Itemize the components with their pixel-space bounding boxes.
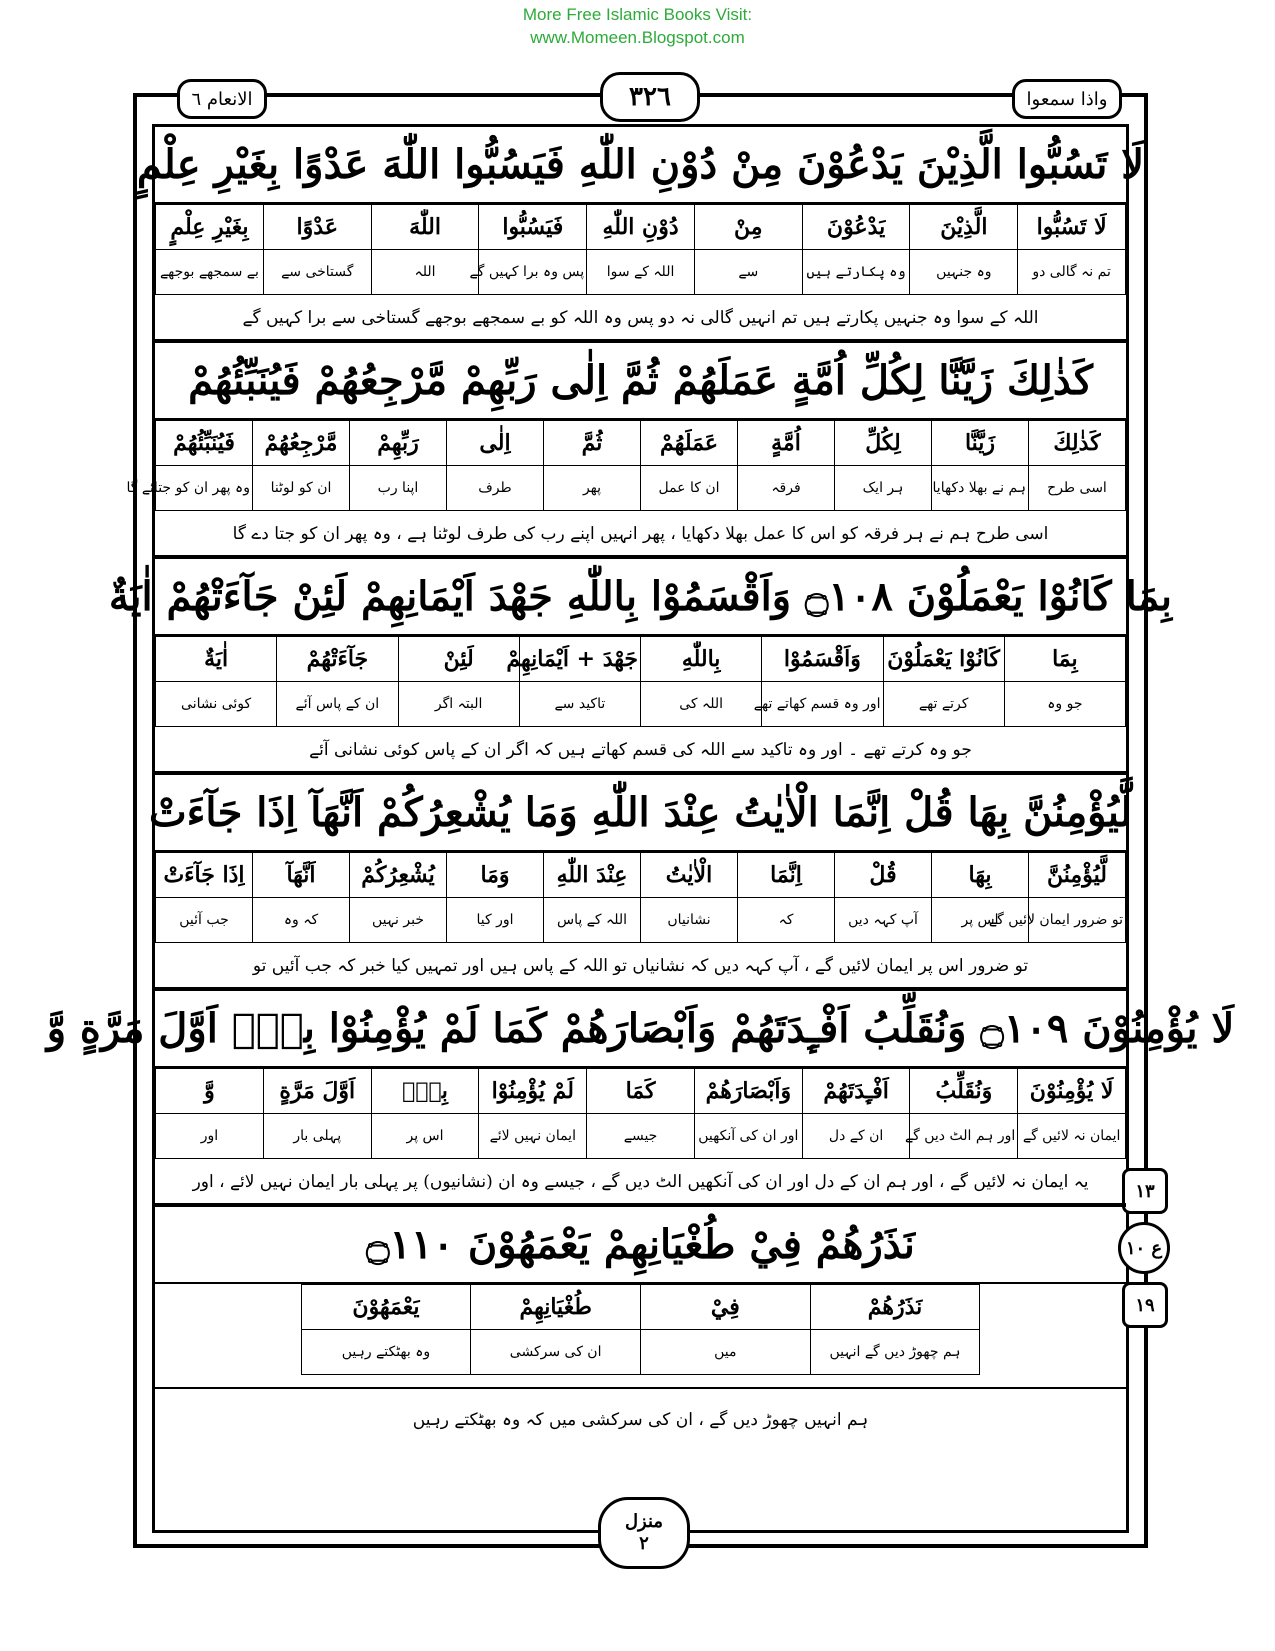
arabic-word: جَهْدَ + اَيْمَانِهِمْ <box>519 637 640 682</box>
verse-section-final <box>155 1207 1126 1449</box>
word-meaning: پھر <box>544 466 641 511</box>
word-meaning: خبر نہیں <box>350 898 447 943</box>
word-meaning: اللہ کے سوا <box>587 250 695 295</box>
urdu-translation: یہ ایمان نہ لائیں گے ، اور ہم ان کے دل اور ان کی آنکھیں الٹ دیں گے ، جیسے وہ ان (نشانیوں) پر پہلی بار ایمان نہیں لائے ، اور <box>155 1159 1126 1205</box>
urdu-translation: اسی طرح ہم نے ہر فرقہ کو اس کا عمل بھلا دکھایا ، پھر انہیں اپنے رب کی طرف لوٹنا ہے ، وہ پھر ان کو جتا دے گا <box>155 511 1126 557</box>
word-meaning: اللہ کے پاس <box>544 898 641 943</box>
word-table <box>155 1068 1126 1159</box>
word-meaning: اور ان کی آنکھیں <box>694 1114 802 1159</box>
arabic-word: بِغَيْرِ عِلْمٍ <box>156 205 264 250</box>
arabic-word: عَدْوًا <box>263 205 371 250</box>
word-meaning: اور کیا <box>447 898 544 943</box>
arabic-word: اٰيَةٌ <box>156 637 277 682</box>
verse-section <box>108 559 1173 775</box>
word-meaning: بے سمجھے بوجھے <box>156 250 264 295</box>
arabic-word: فَيُنَبِّئُهُمْ <box>156 421 253 466</box>
arabic-word: وَاَقْسَمُوْا <box>762 637 883 682</box>
arabic-word: عَمَلَهُمْ <box>641 421 738 466</box>
manzil-label: منزل <box>624 1511 664 1532</box>
arabic-word: الَّذِيْنَ <box>910 205 1018 250</box>
arabic-word: لَا تَسُبُّوا <box>1018 205 1126 250</box>
arabic-word: اِذَا جَآءَتْ <box>156 853 253 898</box>
arabic-word: لَئِنْ <box>398 637 519 682</box>
word-meaning: اللہ <box>371 250 479 295</box>
arabic-word: قُلْ <box>835 853 932 898</box>
arabic-word: وَنُقَلِّبُ <box>910 1069 1018 1114</box>
word-meaning: اپنا رب <box>350 466 447 511</box>
urdu-translation: اللہ کے سوا وہ جنہیں پکارتے ہیں تم انہیں گالی نہ دو پس وہ اللہ کو بے سمجھے بوجھے گستاخی سے برا کہیں گے <box>155 295 1126 341</box>
arabic-word: يَعْمَهُوْنَ <box>301 1285 471 1330</box>
word-meaning: ان کے پاس آئے <box>277 682 398 727</box>
promo-link[interactable]: www.Momeen.Blogspot.com <box>530 28 745 47</box>
word-meaning: وہ جنہیں <box>910 250 1018 295</box>
word-meaning: اس پر <box>932 898 1029 943</box>
arabic-word: نَذَرُهُمْ <box>810 1285 980 1330</box>
word-meaning: اور <box>156 1114 264 1159</box>
word-table <box>155 204 1126 295</box>
arabic-word: كَانُوْا يَعْمَلُوْنَ <box>883 637 1004 682</box>
verse-section <box>148 775 1133 991</box>
manzil-badge <box>598 1497 690 1569</box>
arabic-word: اِنَّمَا <box>738 853 835 898</box>
word-meaning: جب آئیں <box>156 898 253 943</box>
word-meaning: ان کی سرکشی <box>471 1330 641 1375</box>
promo-line-1: More Free Islamic Books Visit: <box>522 5 753 24</box>
word-meaning: سے <box>694 250 802 295</box>
arabic-word: يُشْعِرُكُمْ <box>350 853 447 898</box>
word-meaning: جو وہ <box>1004 682 1125 727</box>
arabic-word: لَمْ يُؤْمِنُوْا <box>479 1069 587 1114</box>
word-meaning: وہ بھٹکتے رہیں <box>301 1330 471 1375</box>
arabic-word: لِكُلِّ <box>835 421 932 466</box>
word-table <box>126 420 1126 511</box>
word-meaning: کہ وہ <box>253 898 350 943</box>
arabic-word: عِنْدَ اللّٰهِ <box>544 853 641 898</box>
word-meaning: ان کو لوٹنا <box>253 466 350 511</box>
arabic-word: لَّيُؤْمِنُنَّ <box>1029 853 1126 898</box>
arabic-word: اَفْـِٕدَتَهُمْ <box>802 1069 910 1114</box>
arabic-verse: لَا يُؤْمِنُوْنَ ۝١٠٩ وَنُقَلِّبُ اَفْـِٕدَتَهُمْ وَاَبْصَارَهُمْ كَمَا لَمْ يُؤْمِنُوْا بِهٖٓ اَوَّلَ مَرَّةٍ وَّ <box>155 991 1126 1068</box>
word-meaning: وہ پھر ان کو جتائے گا <box>156 466 253 511</box>
verse-section <box>126 343 1126 559</box>
arabic-word: كَذٰلِكَ <box>1029 421 1126 466</box>
arabic-word: وَّ <box>156 1069 264 1114</box>
arabic-verse: لَّيُؤْمِنُنَّ بِهَا قُلْ اِنَّمَا الْاٰيٰتُ عِنْدَ اللّٰهِ وَمَا يُشْعِرُكُمْ اَنَّهَآ اِذَا جَآءَتْ <box>155 775 1126 852</box>
arabic-word: بِمَا <box>1004 637 1125 682</box>
word-meaning: اور وہ قسم کھاتے تھے <box>762 682 883 727</box>
arabic-word: زَيَّنَّا <box>932 421 1029 466</box>
word-meaning: طرف <box>447 466 544 511</box>
word-meaning: پہلی بار <box>263 1114 371 1159</box>
page-number: ٣٢٦ <box>600 72 700 122</box>
arabic-verse: كَذٰلِكَ زَيَّنَّا لِكُلِّ اُمَّةٍ عَمَلَهُمْ ثُمَّ اِلٰى رَبِّهِمْ مَّرْجِعُهُمْ فَيُنَبِّئُهُمْ <box>155 343 1126 420</box>
word-meaning: ایمان نہ لائیں گے <box>1018 1114 1126 1159</box>
word-meaning: کرتے تھے <box>883 682 1004 727</box>
urdu-translation: تو ضرور اس پر ایمان لائیں گے ، آپ کہہ دیں کہ نشانیاں تو اللہ کے پاس ہیں اور تمہیں کیا خبر کہ جب آئیں تو <box>155 943 1126 989</box>
word-meaning: ہم نے بھلا دکھایا <box>932 466 1029 511</box>
arabic-word: وَمَا <box>447 853 544 898</box>
surah-label: الانعام ٦ <box>177 79 267 119</box>
arabic-word: دُوْنِ اللّٰهِ <box>587 205 695 250</box>
arabic-word: جَآءَتْهُمْ <box>277 637 398 682</box>
word-meaning: اسی طرح <box>1029 466 1126 511</box>
arabic-word: اُمَّةٍ <box>738 421 835 466</box>
arabic-word: بِهَا <box>932 853 1029 898</box>
arabic-word: اَنَّهَآ <box>253 853 350 898</box>
word-meaning: آپ کہہ دیں <box>835 898 932 943</box>
word-meaning: وہ پکارتے ہیں <box>802 250 910 295</box>
word-meaning: ہر ایک <box>835 466 932 511</box>
word-meaning: تو ضرور ایمان لائیں گے <box>1029 898 1126 943</box>
word-meaning: کوئی نشانی <box>156 682 277 727</box>
arabic-word: ثُمَّ <box>544 421 641 466</box>
arabic-word: طُغْيَانِهِمْ <box>471 1285 641 1330</box>
arabic-word: اللّٰهَ <box>371 205 479 250</box>
verse-count-badge: ١٩ <box>1122 1282 1168 1328</box>
word-table <box>155 852 1126 943</box>
word-meaning: گستاخی سے <box>263 250 371 295</box>
arabic-word: لَا يُؤْمِنُوْنَ <box>1018 1069 1126 1114</box>
arabic-word: بِاللّٰهِ <box>641 637 762 682</box>
arabic-word: يَدْعُوْنَ <box>802 205 910 250</box>
arabic-word: وَاَبْصَارَهُمْ <box>694 1069 802 1114</box>
word-meaning: البتہ اگر <box>398 682 519 727</box>
arabic-word: اَوَّلَ مَرَّةٍ <box>263 1069 371 1114</box>
arabic-word: اِلٰى <box>447 421 544 466</box>
word-meaning: ایمان نہیں لائے <box>479 1114 587 1159</box>
arabic-verse: بِمَا كَانُوْا يَعْمَلُوْنَ ۝١٠٨ وَاَقْسَمُوْا بِاللّٰهِ جَهْدَ اَيْمَانِهِمْ لَئِنْ جَآءَتْهُمْ اٰيَةٌ <box>155 559 1126 636</box>
word-meaning: اور ہم الٹ دیں گے <box>910 1114 1018 1159</box>
arabic-verse: نَذَرُهُمْ فِيْ طُغْيَانِهِمْ يَعْمَهُوْنَ ۝١١٠ <box>155 1207 1126 1284</box>
ain-badge: ع ١٠ <box>1118 1222 1170 1274</box>
ruku-number-badge: ١٣ <box>1122 1168 1168 1214</box>
word-meaning: جیسے <box>587 1114 695 1159</box>
word-meaning: تم نہ گالی دو <box>1018 250 1126 295</box>
para-label: واذا سمعوا <box>1012 79 1122 119</box>
verse-section <box>136 127 1145 343</box>
word-table <box>301 1284 981 1375</box>
arabic-word: فِيْ <box>640 1285 810 1330</box>
arabic-verse: لَا تَسُبُّوا الَّذِيْنَ يَدْعُوْنَ مِنْ دُوْنِ اللّٰهِ فَيَسُبُّوا اللّٰهَ عَدْوًا بِغَيْرِ عِلْمٍ <box>155 127 1126 204</box>
word-meaning: پس وہ برا کہیں گے <box>479 250 587 295</box>
urdu-translation: ہم انہیں چھوڑ دیں گے ، ان کی سرکشی میں کہ وہ بھٹکتے رہیں <box>155 1387 1126 1449</box>
word-meaning: نشانیاں <box>641 898 738 943</box>
word-table <box>155 636 1126 727</box>
word-meaning: اس پر <box>371 1114 479 1159</box>
arabic-word: فَيَسُبُّوا <box>479 205 587 250</box>
arabic-word: الْاٰيٰتُ <box>641 853 738 898</box>
arabic-word: كَمَا <box>587 1069 695 1114</box>
word-meaning: فرقہ <box>738 466 835 511</box>
word-meaning: میں <box>640 1330 810 1375</box>
word-meaning: تاکید سے <box>519 682 640 727</box>
arabic-word: رَبِّهِمْ <box>350 421 447 466</box>
urdu-translation: جو وہ کرتے تھے ۔ اور وہ تاکید سے اللہ کی قسم کھاتے ہیں کہ اگر ان کے پاس کوئی نشانی آئے <box>155 727 1126 773</box>
arabic-word: مِنْ <box>694 205 802 250</box>
word-meaning: ان کا عمل <box>641 466 738 511</box>
arabic-word: بِهٖٓ <box>371 1069 479 1114</box>
word-meaning: ہم چھوڑ دیں گے انہیں <box>810 1330 980 1375</box>
word-meaning: کہ <box>738 898 835 943</box>
word-meaning: اللہ کی <box>641 682 762 727</box>
word-meaning: ان کے دل <box>802 1114 910 1159</box>
manzil-number: ٢ <box>639 1533 649 1554</box>
arabic-word: مَّرْجِعُهُمْ <box>253 421 350 466</box>
